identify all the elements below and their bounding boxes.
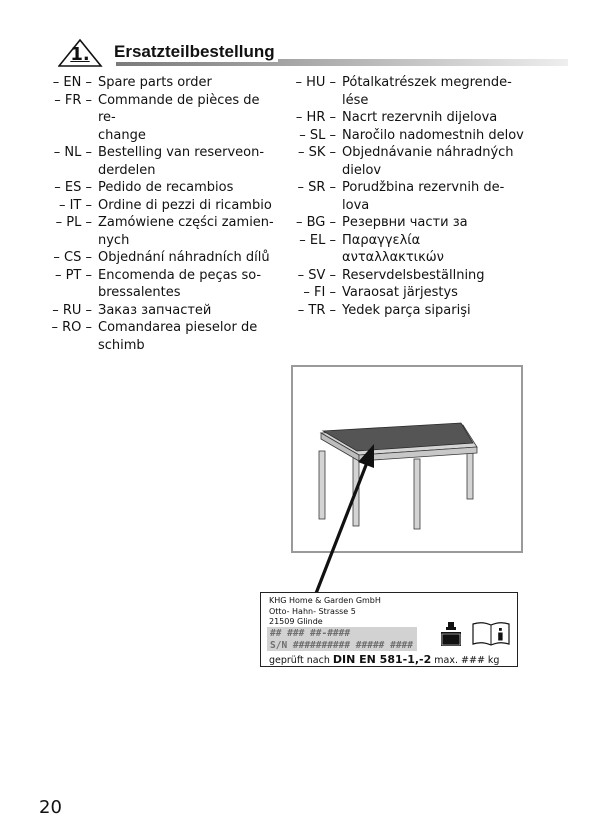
language-row-sl: [280, 127, 532, 145]
language-code: – RU –: [52, 302, 92, 318]
language-text: [98, 249, 276, 267]
language-text: [98, 319, 276, 354]
language-row-sk: [280, 144, 532, 179]
language-text-line: derdelen: [98, 162, 156, 178]
language-text-line: Παραγγελία: [342, 232, 421, 248]
company-address: [269, 596, 381, 628]
language-row-hu: [280, 74, 532, 109]
language-row-it: [36, 197, 276, 215]
language-text: [342, 267, 532, 285]
serial-number: S/N ########## ##### ####: [270, 640, 413, 651]
language-text: [342, 144, 532, 179]
article-code: ## ### ##-####: [270, 628, 351, 639]
language-row-sv: [280, 267, 532, 285]
step-number: 1.: [70, 44, 90, 65]
language-code: – BG –: [295, 215, 336, 230]
language-text: [342, 74, 532, 109]
page-number: 20: [39, 797, 62, 818]
check-prefix: geprüft nach: [269, 655, 330, 666]
language-text-line: Objednání náhradních dílů: [98, 250, 270, 265]
language-row-cs: [36, 249, 276, 267]
language-text-line: Varaosat järjestys: [342, 285, 458, 300]
manual-info-icon: [471, 620, 511, 646]
product-label: [260, 592, 518, 667]
language-text: [98, 214, 276, 249]
language-code: – EL –: [299, 232, 336, 248]
language-text: [342, 109, 532, 127]
language-row-ro: [36, 319, 276, 354]
language-code: – EN –: [52, 75, 92, 90]
language-list-right: [280, 74, 532, 319]
language-row-fr: [36, 92, 276, 145]
language-text-line: Encomenda de peças so-: [98, 267, 262, 283]
language-text-line: change: [98, 127, 146, 143]
language-row-es: [36, 179, 276, 197]
language-text-line: nych: [98, 232, 130, 248]
language-text: [342, 127, 532, 145]
language-code: – CS –: [53, 250, 92, 265]
language-code: – FI –: [303, 285, 336, 300]
language-code: – IT –: [58, 197, 92, 213]
language-text-line: Reservdelsbeställning: [342, 267, 485, 283]
language-text-line: Zamówiene części zamien-: [98, 215, 274, 230]
language-row-ru: [36, 302, 276, 320]
language-code: – ES –: [54, 180, 92, 195]
language-text-line: Porudžbina rezervnih de-: [342, 180, 505, 195]
language-text: [98, 74, 276, 92]
language-code: – SL –: [299, 127, 336, 143]
language-code: – SR –: [297, 180, 336, 195]
language-code: – TR –: [297, 302, 336, 318]
language-list-left: [36, 74, 276, 354]
language-text-line: Spare parts order: [98, 75, 212, 90]
language-text: [98, 302, 276, 320]
language-text: [98, 179, 276, 197]
language-code: – SV –: [297, 267, 336, 283]
language-text-line: ανταλλακτικών: [342, 250, 444, 265]
language-row-nl: [36, 144, 276, 179]
company-street: Otto- Hahn- Strasse 5: [269, 606, 356, 616]
language-text: [342, 284, 532, 302]
language-row-bg: [280, 214, 532, 232]
language-row-pl: [36, 214, 276, 249]
language-text: [98, 197, 276, 215]
language-text-line: lova: [342, 197, 370, 213]
language-text-line: Comandarea pieselor de: [98, 320, 258, 335]
language-row-el: [280, 232, 532, 267]
language-code: – PL –: [55, 215, 92, 230]
language-text-line: Naročilo nadomestnih delov: [342, 127, 524, 143]
language-row-pt: [36, 267, 276, 302]
language-text-line: Nacrt rezervnih dijelova: [342, 110, 498, 125]
language-text-line: lése: [342, 92, 369, 108]
language-row-tr: [280, 302, 532, 320]
language-text: [342, 302, 532, 320]
language-code: – PT –: [54, 267, 92, 283]
norm-standard: DIN EN 581-1,-2: [332, 653, 432, 666]
language-row-hr: [280, 109, 532, 127]
language-text-line: Commande de pièces de re-: [98, 92, 260, 125]
pointer-arrow: [300, 440, 390, 600]
language-text-line: dielov: [342, 162, 382, 178]
section-header: [58, 38, 568, 70]
language-text-line: Yedek parça siparişi: [342, 302, 471, 318]
max-load: max. ### kg: [434, 655, 500, 666]
language-text-line: Bestelling van reserveon-: [98, 145, 265, 160]
language-text: [342, 214, 532, 232]
company-name: KHG Home & Garden GmbH: [269, 596, 381, 605]
certification-line: [269, 653, 499, 666]
language-text-line: bressalentes: [98, 285, 181, 300]
language-code: – RO –: [51, 320, 92, 335]
language-text-line: Заказ запчастей: [98, 302, 212, 318]
language-code: – HR –: [295, 110, 336, 125]
language-row-sr: [280, 179, 532, 214]
language-code: – NL –: [53, 145, 92, 160]
language-text: [342, 232, 532, 267]
language-text: [98, 92, 276, 145]
language-text: [98, 267, 276, 302]
language-text: [342, 179, 532, 214]
page-title: Ersatzteilbestellung: [114, 42, 278, 62]
language-row-en: [36, 74, 276, 92]
language-code: – SK –: [297, 145, 336, 160]
language-code: – FR –: [54, 92, 92, 108]
language-code: – HU –: [295, 75, 336, 90]
language-text: [98, 144, 276, 179]
language-text-line: Pótalkatrészek megrende-: [342, 75, 512, 90]
language-row-fi: [280, 284, 532, 302]
language-text-line: Ordine di pezzi di ricambio: [98, 197, 272, 213]
language-text-line: schimb: [98, 337, 145, 353]
language-text-line: Pedido de recambios: [98, 180, 234, 195]
company-city: 21509 Glinde: [269, 617, 323, 626]
language-text-line: Objednávanie náhradných: [342, 145, 514, 160]
weight-icon: [439, 621, 463, 647]
language-text-line: Резервни части за: [342, 215, 468, 230]
